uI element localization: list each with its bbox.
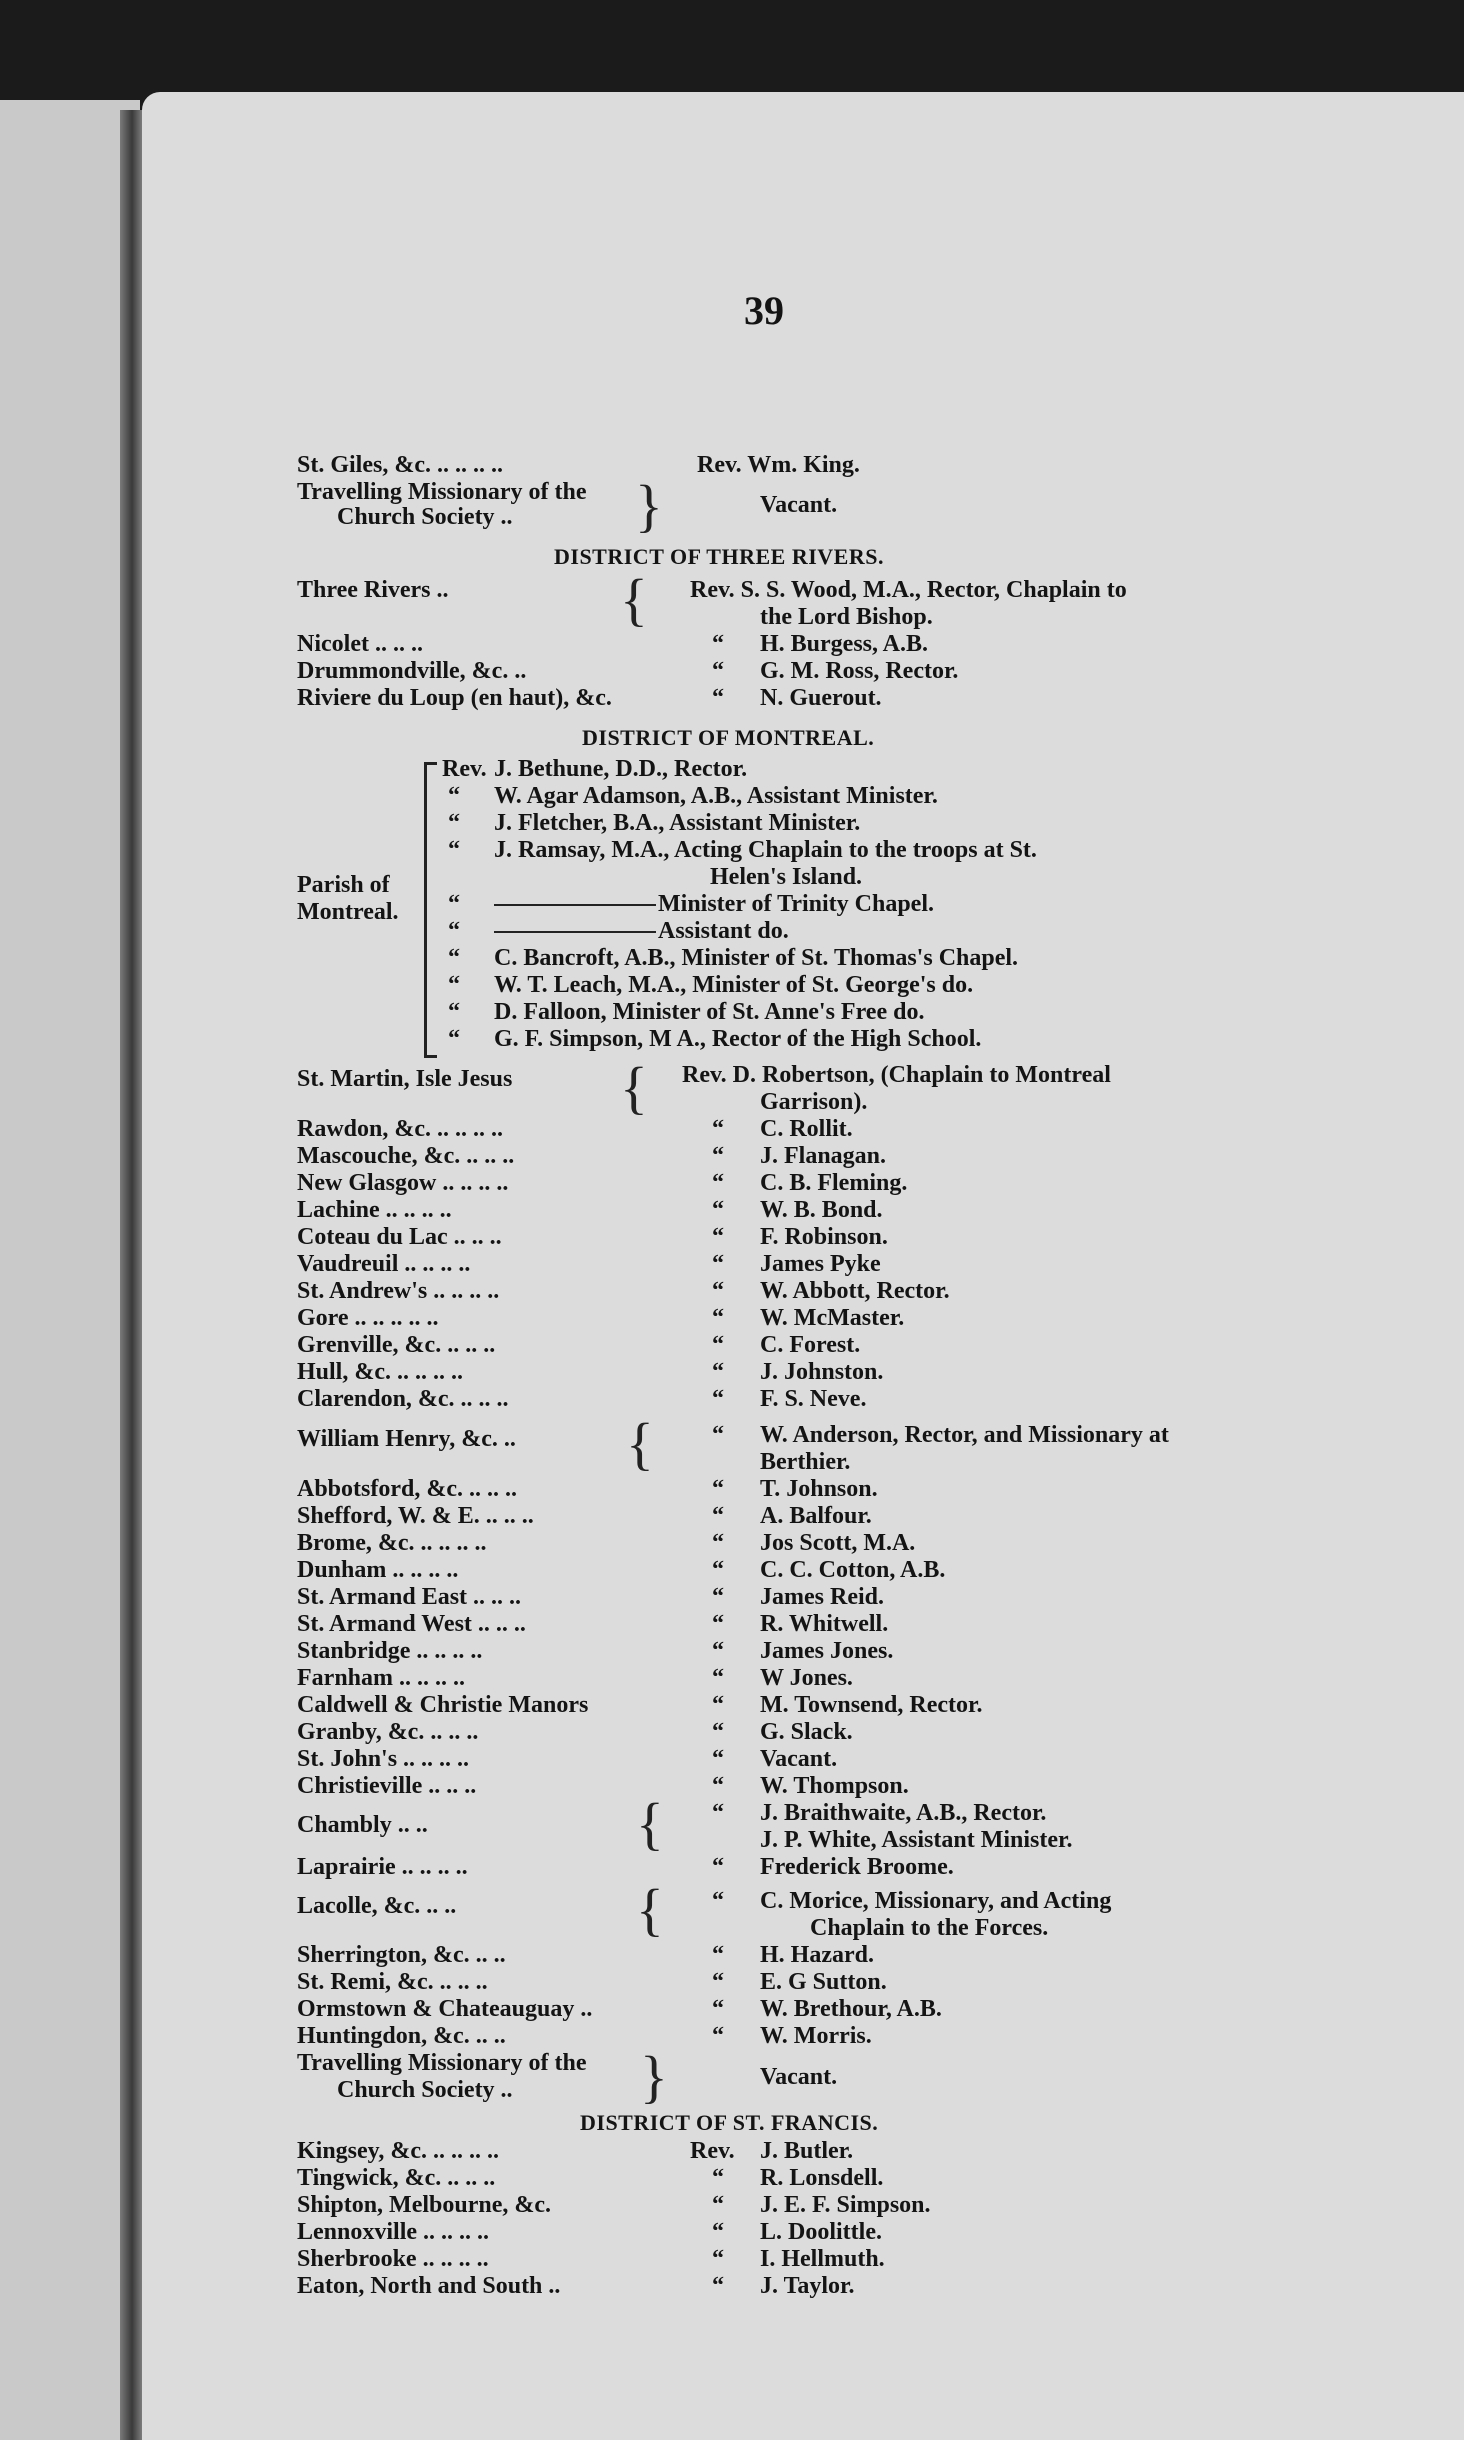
ditto-mark: “ (712, 1719, 724, 1745)
ditto-mark: “ (712, 1584, 724, 1610)
place-name: Coteau du Lac .. .. .. (297, 1224, 502, 1250)
place-name: Hull, &c. .. .. .. .. (297, 1359, 463, 1385)
minister-name: G. M. Ross, Rector. (760, 658, 959, 684)
minister-name: James Pyke (760, 1251, 881, 1277)
ditto-mark: “ (712, 1996, 724, 2022)
clergy-text: Minister of Trinity Chapel. (658, 891, 934, 917)
clergy-entry: Helen's Island. (710, 864, 863, 890)
place-name: William Henry, &c. .. (297, 1426, 516, 1452)
ditto-mark: “ (712, 1854, 724, 1880)
blank-rule (494, 904, 656, 906)
minister-name: N. Guerout. (760, 685, 882, 711)
ditto-mark: “ (712, 2023, 724, 2049)
ditto-mark: “ (712, 685, 724, 711)
clergy-entry (494, 918, 789, 944)
clergy-entry (494, 891, 934, 917)
page-number: 39 (744, 288, 784, 333)
ditto-mark: “ (712, 1969, 724, 1995)
clergy-entry: J. Bethune, D.D., Rector. (494, 756, 748, 782)
ditto-mark: “ (712, 1800, 724, 1826)
facing-page-edge (0, 100, 140, 2440)
place-name: Laprairie .. .. .. .. (297, 1854, 468, 1880)
brace-icon: { (636, 1791, 664, 1856)
minister-name: H. Hazard. (760, 1942, 874, 1968)
minister-name: W Jones. (760, 1665, 853, 1691)
book-gutter (120, 110, 144, 2440)
place-name: Travelling Missionary of the (297, 479, 587, 505)
minister-name: James Reid. (760, 1584, 884, 1610)
ditto-mark: “ (712, 2165, 724, 2191)
minister-name: W. B. Bond. (760, 1197, 883, 1223)
ditto-mark: “ (712, 1638, 724, 1664)
clergy-entry: W. Agar Adamson, A.B., Assistant Minister. (494, 783, 938, 809)
minister-name: L. Doolittle. (760, 2219, 882, 2245)
ditto-mark: Rev. (690, 2138, 735, 2164)
minister-name: W. Anderson, Rector, and Missionary at (760, 1422, 1169, 1448)
ditto-mark: “ (712, 1251, 724, 1277)
ditto-mark: “ (712, 2273, 724, 2299)
place-name: Vaudreuil .. .. .. .. (297, 1251, 471, 1277)
minister-name: H. Burgess, A.B. (760, 631, 929, 657)
clergy-text: Assistant do. (658, 918, 789, 944)
minister-name: Vacant. (760, 2064, 838, 2090)
minister-name: J. Johnston. (760, 1359, 884, 1385)
minister-name: J. P. White, Assistant Minister. (760, 1827, 1073, 1853)
place-name: Brome, &c. .. .. .. .. (297, 1530, 487, 1556)
page-content (142, 92, 1464, 2440)
place-name: Shipton, Melbourne, &c. (297, 2192, 552, 2218)
place-name: St. Armand West .. .. .. (297, 1611, 526, 1637)
ditto-mark: “ (448, 783, 460, 809)
place-name: Abbotsford, &c. .. .. .. (297, 1476, 517, 1502)
place-name: Sherbrooke .. .. .. .. (297, 2246, 489, 2272)
ditto-mark: “ (712, 2246, 724, 2272)
ditto-mark: “ (712, 1170, 724, 1196)
place-name: St. Martin, Isle Jesus (297, 1066, 513, 1092)
place-name: Dunham .. .. .. .. (297, 1557, 459, 1583)
place-name: St. Remi, &c. .. .. .. (297, 1969, 488, 1995)
ditto-mark: “ (712, 1332, 724, 1358)
brace-icon: { (620, 1055, 648, 1120)
place-name: Kingsey, &c. .. .. .. .. (297, 2138, 499, 2164)
place-name: St. Giles, &c. .. .. .. .. (297, 452, 503, 478)
minister-name: Berthier. (760, 1449, 851, 1475)
place-name: St. Armand East .. .. .. (297, 1584, 522, 1610)
clergy-entry: J. Fletcher, B.A., Assistant Minister. (494, 810, 861, 836)
place-name: Stanbridge .. .. .. .. (297, 1638, 483, 1664)
ditto-mark: “ (712, 1143, 724, 1169)
ditto-mark: “ (712, 1557, 724, 1583)
place-name: Drummondville, &c. .. (297, 658, 527, 684)
place-name: Chambly .. .. (297, 1812, 428, 1838)
place-name: Church Society .. (337, 504, 513, 530)
place-name: St. John's .. .. .. .. (297, 1746, 470, 1772)
place-name: Eaton, North and South .. (297, 2273, 561, 2299)
minister-name: W. Morris. (760, 2023, 872, 2049)
ditto-mark: “ (712, 1503, 724, 1529)
bracket-icon (424, 762, 437, 1058)
ditto-mark: “ (448, 810, 460, 836)
place-name: Huntingdon, &c. .. .. (297, 2023, 506, 2049)
place-name: Lacolle, &c. .. .. (297, 1893, 457, 1919)
ditto-mark: “ (448, 918, 460, 944)
minister-name: W. McMaster. (760, 1305, 905, 1331)
ditto-mark: “ (448, 999, 460, 1025)
ditto-mark: “ (712, 1359, 724, 1385)
minister-name: Garrison). (760, 1089, 868, 1115)
minister-name: C. C. Cotton, A.B. (760, 1557, 946, 1583)
minister-name: the Lord Bishop. (760, 604, 933, 630)
ditto-mark: “ (712, 1278, 724, 1304)
minister-name: J. Flanagan. (760, 1143, 887, 1169)
minister-name: A. Balfour. (760, 1503, 872, 1529)
minister-name: J. E. F. Simpson. (760, 2192, 931, 2218)
ditto-mark: “ (448, 945, 460, 971)
minister-name: Chaplain to the Forces. (810, 1915, 1049, 1941)
ditto-mark: “ (712, 1476, 724, 1502)
minister-name: E. G Sutton. (760, 1969, 887, 1995)
place-name: Sherrington, &c. .. .. (297, 1942, 506, 1968)
minister-name: Rev. D. Robertson, (Chaplain to Montreal (682, 1062, 1111, 1088)
brace-icon: { (636, 1877, 664, 1942)
place-name: Farnham .. .. .. .. (297, 1665, 465, 1691)
minister-name: I. Hellmuth. (760, 2246, 885, 2272)
page-sheet (142, 92, 1464, 2440)
place-name: Mascouche, &c. .. .. .. (297, 1143, 515, 1169)
place-name: Three Rivers .. (297, 577, 449, 603)
ditto-mark: “ (448, 837, 460, 863)
ditto-mark: “ (712, 658, 724, 684)
ditto-mark: “ (712, 1888, 724, 1914)
blank-rule (494, 931, 656, 933)
place-name: New Glasgow .. .. .. .. (297, 1170, 509, 1196)
minister-name: F. S. Neve. (760, 1386, 867, 1412)
place-name: Grenville, &c. .. .. .. (297, 1332, 496, 1358)
ditto-mark: “ (448, 1026, 460, 1052)
ditto-mark: “ (712, 1530, 724, 1556)
place-name: St. Andrew's .. .. .. .. (297, 1278, 500, 1304)
clergy-entry: D. Falloon, Minister of St. Anne's Free do. (494, 999, 925, 1025)
ditto-mark: “ (712, 1692, 724, 1718)
minister-name: W. Thompson. (760, 1773, 909, 1799)
brace-icon: } (640, 2044, 668, 2109)
district-heading: DISTRICT OF ST. FRANCIS. (580, 2110, 879, 2135)
minister-name: Rev. S. S. Wood, M.A., Rector, Chaplain to (690, 577, 1127, 603)
minister-name: Jos Scott, M.A. (760, 1530, 916, 1556)
place-name: Nicolet .. .. .. (297, 631, 423, 657)
place-name: Gore .. .. .. .. .. (297, 1305, 439, 1331)
place-name: Travelling Missionary of the (297, 2050, 587, 2076)
place-name: Lennoxville .. .. .. .. (297, 2219, 490, 2245)
ditto-mark: “ (712, 1611, 724, 1637)
ditto-mark: “ (712, 1305, 724, 1331)
ditto-mark: “ (712, 631, 724, 657)
minister-name: R. Lonsdell. (760, 2165, 884, 2191)
place-name: Church Society .. (337, 2077, 513, 2103)
place-name: Clarendon, &c. .. .. .. (297, 1386, 509, 1412)
ditto-mark: “ (712, 1942, 724, 1968)
place-name: Rawdon, &c. .. .. .. .. (297, 1116, 504, 1142)
place-name: Shefford, W. & E. .. .. .. (297, 1503, 534, 1529)
minister-name: J. Butler. (760, 2138, 854, 2164)
parish-label: Montreal. (297, 899, 399, 925)
ditto-mark: “ (712, 2192, 724, 2218)
minister-name: J. Taylor. (760, 2273, 855, 2299)
minister-name: G. Slack. (760, 1719, 853, 1745)
ditto-mark: “ (712, 1116, 724, 1142)
minister-name: C. B. Fleming. (760, 1170, 908, 1196)
place-name: Lachine .. .. .. .. (297, 1197, 452, 1223)
ditto-mark: “ (448, 972, 460, 998)
minister-name: Rev. Wm. King. (697, 452, 860, 478)
ditto-mark: “ (448, 891, 460, 917)
minister-name: C. Morice, Missionary, and Acting (760, 1888, 1112, 1914)
ditto-mark: “ (712, 1197, 724, 1223)
clergy-entry: G. F. Simpson, M A., Rector of the High School. (494, 1026, 982, 1052)
district-heading: DISTRICT OF THREE RIVERS. (554, 544, 884, 569)
clergy-entry: W. T. Leach, M.A., Minister of St. George's do. (494, 972, 974, 998)
clergy-entry: J. Ramsay, M.A., Acting Chaplain to the troops at St. (494, 837, 1037, 863)
clergy-entry: C. Bancroft, A.B., Minister of St. Thomas's Chapel. (494, 945, 1019, 971)
place-name: Caldwell & Christie Manors (297, 1692, 589, 1718)
ditto-mark: “ (712, 2219, 724, 2245)
ditto-mark: “ (712, 1224, 724, 1250)
minister-name: Frederick Broome. (760, 1854, 954, 1880)
brace-icon: { (620, 567, 648, 632)
minister-name: W. Abbott, Rector. (760, 1278, 950, 1304)
ditto-mark: “ (712, 1746, 724, 1772)
place-name: Tingwick, &c. .. .. .. (297, 2165, 496, 2191)
minister-name: R. Whitwell. (760, 1611, 889, 1637)
minister-name: Vacant. (760, 492, 838, 518)
minister-name: C. Rollit. (760, 1116, 853, 1142)
place-name: Ormstown & Chateauguay .. (297, 1996, 593, 2022)
minister-name: M. Townsend, Rector. (760, 1692, 983, 1718)
ditto-mark: “ (712, 1422, 724, 1448)
ditto-mark: “ (712, 1773, 724, 1799)
parish-label: Parish of (297, 872, 390, 898)
place-name: Riviere du Loup (en haut), &c. (297, 685, 612, 711)
brace-icon: { (626, 1411, 654, 1476)
minister-name: Vacant. (760, 1746, 838, 1772)
ditto-mark: “ (712, 1665, 724, 1691)
brace-icon: } (635, 473, 663, 538)
minister-name: C. Forest. (760, 1332, 861, 1358)
minister-name: W. Brethour, A.B. (760, 1996, 942, 2022)
ditto-mark: “ (712, 1386, 724, 1412)
place-name: Christieville .. .. .. (297, 1773, 477, 1799)
place-name: Granby, &c. .. .. .. (297, 1719, 479, 1745)
minister-name: T. Johnson. (760, 1476, 878, 1502)
ditto-mark: Rev. (442, 756, 487, 782)
minister-name: J. Braithwaite, A.B., Rector. (760, 1800, 1047, 1826)
district-heading: DISTRICT OF MONTREAL. (582, 725, 875, 750)
minister-name: James Jones. (760, 1638, 894, 1664)
minister-name: F. Robinson. (760, 1224, 888, 1250)
